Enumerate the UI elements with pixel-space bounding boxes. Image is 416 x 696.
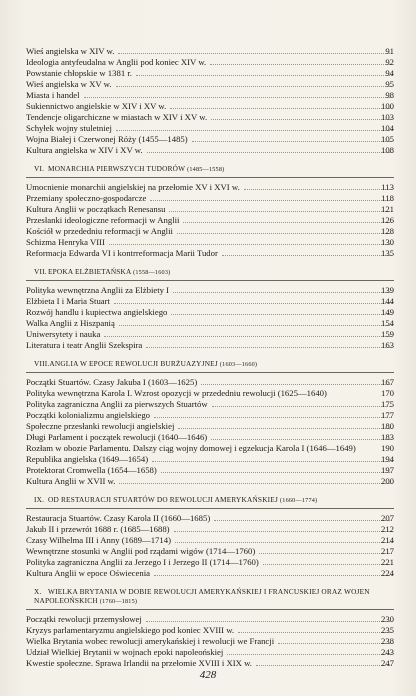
entry-page-number: 94 <box>385 68 394 78</box>
dot-leader <box>173 292 392 293</box>
entry-title: Protektorat Cromwella (1654—1658) <box>26 465 157 475</box>
toc-entry <box>26 329 394 340</box>
section-date-range: (1558—1603) <box>133 269 171 276</box>
toc-entry <box>26 410 394 421</box>
entry-title: Kryzys parlamentaryzmu angielskiego pod koniec XVIII w. <box>26 625 235 635</box>
entry-page-number: 121 <box>380 204 394 214</box>
toc-entry <box>26 476 394 487</box>
entry-title: Wojna Białej i Czerwonej Róży (1455—1485) <box>26 134 188 144</box>
entry-page-number: 105 <box>380 134 394 144</box>
entry-title: Schizma Henryka VIII <box>26 237 105 247</box>
entry-title: Wielka Brytania wobec rewolucji amerykańskiej i rewolucji we Francji <box>26 636 275 646</box>
dot-leader <box>222 255 392 256</box>
entry-title: Uniwersytety i nauka <box>26 329 101 339</box>
entry-title: Udział Wielkiej Brytanii w wojnach epoki napoleońskiej <box>26 647 224 657</box>
dot-leader <box>174 531 392 532</box>
toc-entry <box>26 568 394 579</box>
entry-title: Wewnętrzne stosunki w Anglii pod rządami wigów (1714—1760) <box>26 546 256 556</box>
section-title: WIELKA BRYTANIA W DOBIE REWOLUCJI AMERYKAŃSKIEJ I FRANCUSKIEJ ORAZ WOJEN NAPOLEOŃSKICH <box>34 587 370 605</box>
toc-entry <box>26 145 394 156</box>
dot-leader <box>238 632 392 633</box>
entry-page-number: 100 <box>380 101 394 111</box>
entry-title: Długi Parlament i początek rewolucji (1640—1646) <box>26 432 208 442</box>
entry-title: Schyłek wojny stuletniej <box>26 123 112 133</box>
dot-leader <box>152 461 392 462</box>
toc-entry <box>26 636 394 647</box>
section-number: VIII. <box>34 359 50 368</box>
dot-leader <box>150 200 392 201</box>
entry-title: Rozłam w obozie Parlamentu. Dalszy ciąg wojny domowej i egzekucja Karola I (1646—1649) <box>26 443 356 453</box>
entry-page-number: 126 <box>380 215 394 225</box>
toc-entry <box>26 248 394 259</box>
entry-page-number: 92 <box>385 57 394 67</box>
toc-entry <box>26 513 394 524</box>
dot-leader <box>154 575 392 576</box>
dot-leader <box>109 244 392 245</box>
entry-list <box>26 513 394 579</box>
entry-page-number: 183 <box>380 432 394 442</box>
entry-title: Miasta i handel <box>26 90 80 100</box>
toc-entry <box>26 454 394 465</box>
entry-title: Jakub II i przewrót 1688 r. (1685—1688) <box>26 524 170 534</box>
dot-leader <box>84 97 392 98</box>
entry-title: Kultura Anglii w początkach Renesansu <box>26 204 166 214</box>
dot-leader <box>227 654 392 655</box>
entry-title: Walka Anglii z Hiszpanią <box>26 318 115 328</box>
toc-entry <box>26 237 394 248</box>
entry-page-number: 103 <box>380 112 394 122</box>
dot-leader <box>147 152 392 153</box>
toc-entry <box>26 658 394 669</box>
entry-page-number: 235 <box>380 625 394 635</box>
dot-leader <box>211 119 392 120</box>
toc-entry <box>26 421 394 432</box>
toc-section <box>26 156 394 259</box>
entry-title: Przesłanki ideologiczne reformacji w Anglii <box>26 215 180 225</box>
entry-title: Kościół w przededniu reformacji w Anglii <box>26 226 173 236</box>
dot-leader <box>146 347 392 348</box>
entry-page-number: 118 <box>381 193 394 203</box>
section-rule <box>26 372 394 373</box>
toc-entry <box>26 647 394 658</box>
entry-page-number: 135 <box>380 248 394 258</box>
toc-entry <box>26 465 394 476</box>
entry-title: Kultura Anglii w XVII w. <box>26 476 116 486</box>
section-heading <box>34 359 394 369</box>
dot-leader <box>170 108 392 109</box>
toc-entry <box>26 377 394 388</box>
entry-page-number: 217 <box>380 546 394 556</box>
entry-title: Kultura angielska w XIV i XV w. <box>26 145 143 155</box>
entry-list <box>26 285 394 351</box>
section-title: OD RESTAURACJI STUARTÓW DO REWOLUCJI AMERYKAŃSKIEJ <box>48 495 278 504</box>
toc-entry <box>26 296 394 307</box>
toc-entry <box>26 193 394 204</box>
toc-entry <box>26 215 394 226</box>
section-number: X. <box>34 587 42 596</box>
entry-title: Literatura i teatr Anglii Szekspira <box>26 340 143 350</box>
dot-leader <box>154 417 392 418</box>
entry-page-number: 221 <box>380 557 394 567</box>
dot-leader <box>114 303 392 304</box>
dot-leader <box>210 64 392 65</box>
entry-page-number: 197 <box>380 465 394 475</box>
entry-title: Początki kolonializmu angielskiego <box>26 410 151 420</box>
entry-page-number: 95 <box>385 79 394 89</box>
entry-page-number: 238 <box>380 636 394 646</box>
entry-page-number: 154 <box>380 318 394 328</box>
section-title: ANGLIA W EPOCE REWOLUCJI BURŻUAZYJNEJ <box>49 359 218 368</box>
entry-title: Polityka wewnętrzna Anglii za Elżbiety I <box>26 285 170 295</box>
dot-leader <box>169 211 392 212</box>
entry-list <box>26 377 394 487</box>
dot-leader <box>211 439 392 440</box>
section-number: IX. <box>34 495 45 504</box>
toc-entry <box>26 625 394 636</box>
entry-title: Ideologia antyfeudalna w Anglii pod koniec XIV w. <box>26 57 207 67</box>
entry-page-number: 98 <box>385 90 394 100</box>
section-date-range: (1603—1660) <box>219 361 258 368</box>
entry-title: Wieś angielska w XIV w. <box>26 46 115 56</box>
entry-page-number: 207 <box>380 513 394 523</box>
entry-title: Umocnienie monarchii angielskiej na przełomie XV i XVI w. <box>26 182 240 192</box>
entry-title: Rozwój handlu i kupiectwa angielskiego <box>26 307 168 317</box>
toc-entry <box>26 285 394 296</box>
entry-page-number: 149 <box>380 307 394 317</box>
entry-title: Polityka wewnętrzna Karola I. Wzrost opozycji w przededniu rewolucji (1625—1640) <box>26 388 327 398</box>
entry-title: Reformacja Edwarda VI i kontrreformacja Marii Tudor <box>26 248 218 258</box>
entry-title: Elżbieta I i Maria Stuart <box>26 296 110 306</box>
toc-entry <box>26 318 394 329</box>
entry-page-number: 177 <box>380 410 394 420</box>
entry-page-number: 113 <box>381 182 394 192</box>
section-rule <box>26 177 394 178</box>
section-rule <box>26 280 394 281</box>
entry-title: Sukiennictwo angielskie w XIV i XV w. <box>26 101 167 111</box>
dot-leader <box>116 130 392 131</box>
entry-title: Polityka zagraniczna Anglii za pierwszych Stuartów <box>26 399 208 409</box>
entry-page-number: 212 <box>380 524 394 534</box>
entry-page-number: 247 <box>380 658 394 668</box>
section-heading <box>34 495 394 505</box>
toc-entry <box>26 307 394 318</box>
section-heading <box>34 267 394 277</box>
entry-title: Początki rewolucji przemysłowej <box>26 614 142 624</box>
toc-entry <box>26 226 394 237</box>
dot-leader <box>212 406 392 407</box>
entry-page-number: 139 <box>380 285 394 295</box>
section-heading <box>34 587 394 606</box>
entry-page-number: 128 <box>380 226 394 236</box>
toc-entry <box>26 546 394 557</box>
section-rule <box>26 609 394 610</box>
toc-entry <box>26 57 394 68</box>
dot-leader <box>116 86 392 87</box>
toc-entry <box>26 79 394 90</box>
entry-list <box>26 614 394 669</box>
entry-page-number: 180 <box>380 421 394 431</box>
entry-title: Tendencje oligarchiczne w miastach w XIV i XV w. <box>26 112 208 122</box>
entry-page-number: 214 <box>380 535 394 545</box>
entry-page-number: 130 <box>380 237 394 247</box>
section-rule <box>26 508 394 509</box>
toc-entry <box>26 524 394 535</box>
toc-section <box>26 579 394 669</box>
toc-entry <box>26 112 394 123</box>
dot-leader <box>177 233 392 234</box>
table-of-contents <box>26 46 394 669</box>
entry-title: Czasy Wilhelma III i Anny (1689—1714) <box>26 535 171 545</box>
toc-entry <box>26 134 394 145</box>
dot-leader <box>119 325 392 326</box>
entry-page-number: 144 <box>380 296 394 306</box>
entry-list <box>26 182 394 259</box>
entry-page-number: 243 <box>380 647 394 657</box>
entry-title: Kultura Anglii w epoce Oświecenia <box>26 568 150 578</box>
entry-page-number: 108 <box>380 145 394 155</box>
entry-page-number: 167 <box>380 377 394 387</box>
dot-leader <box>118 53 392 54</box>
entry-page-number: 230 <box>380 614 394 624</box>
dot-leader <box>192 141 392 142</box>
dot-leader <box>171 314 392 315</box>
entry-page-number: 91 <box>385 46 394 56</box>
toc-entry <box>26 388 394 399</box>
entry-title: Restauracja Stuartów. Czasy Karola II (1660—1685) <box>26 513 211 523</box>
dot-leader <box>214 520 392 521</box>
toc-entry <box>26 443 394 454</box>
toc-entry <box>26 68 394 79</box>
toc-entry <box>26 614 394 625</box>
entry-page-number: 224 <box>380 568 394 578</box>
toc-entry <box>26 432 394 443</box>
entry-title: Republika angielska (1649—1654) <box>26 454 149 464</box>
toc-entry <box>26 90 394 101</box>
section-heading <box>34 164 394 174</box>
dot-leader <box>178 428 392 429</box>
toc-entry <box>26 557 394 568</box>
section-number: VII. <box>34 267 47 276</box>
entry-page-number: 175 <box>380 399 394 409</box>
toc-section <box>26 46 394 156</box>
section-number: VI. <box>34 164 45 173</box>
dot-leader <box>146 621 392 622</box>
toc-section <box>26 259 394 351</box>
entry-title: Początki Stuartów. Czasy Jakuba I (1603—1625) <box>26 377 198 387</box>
dot-leader <box>161 472 392 473</box>
toc-entry <box>26 340 394 351</box>
entry-title: Powstanie chłopskie w 1381 r. <box>26 68 132 78</box>
dot-leader <box>201 384 392 385</box>
entry-page-number: 170 <box>380 388 394 398</box>
entry-page-number: 163 <box>380 340 394 350</box>
entry-page-number: 194 <box>380 454 394 464</box>
section-date-range: (1660—1774) <box>280 497 318 504</box>
toc-entry <box>26 399 394 410</box>
toc-section <box>26 351 394 487</box>
toc-entry <box>26 101 394 112</box>
toc-entry <box>26 46 394 57</box>
toc-entry <box>26 204 394 215</box>
toc-section <box>26 487 394 579</box>
entry-title: Przemiany społeczno-gospodarcze <box>26 193 147 203</box>
entry-page-number: 104 <box>380 123 394 133</box>
section-date-range: (1485—1558) <box>187 166 225 173</box>
entry-title: Polityka zagraniczna Anglii za Jerzego I i Jerzego II (1714—1760) <box>26 557 259 567</box>
section-date-range: (1760—1815) <box>99 598 138 605</box>
page-number: 428 <box>199 669 217 681</box>
dot-leader <box>104 336 392 337</box>
dot-leader <box>175 542 392 543</box>
section-title: MONARCHIA PIERWSZYCH TUDORÓW <box>48 164 186 173</box>
entry-title: Społeczne przesłanki rewolucji angielskiej <box>26 421 175 431</box>
entry-page-number: 200 <box>380 476 394 486</box>
section-title: EPOKA ELŻBIETAŃSKA <box>48 267 132 276</box>
entry-page-number: 159 <box>380 329 394 339</box>
toc-entry <box>26 535 394 546</box>
toc-entry <box>26 123 394 134</box>
entry-list <box>26 46 394 156</box>
dot-leader <box>136 75 392 76</box>
dot-leader <box>183 222 392 223</box>
entry-page-number: 190 <box>380 443 394 453</box>
toc-entry <box>26 182 394 193</box>
entry-title: Kwestie społeczne. Sprawa Irlandii na przełomie XVIII i XIX w. <box>26 658 252 668</box>
entry-title: Wieś angielska w XV w. <box>26 79 112 89</box>
dot-leader <box>119 483 392 484</box>
